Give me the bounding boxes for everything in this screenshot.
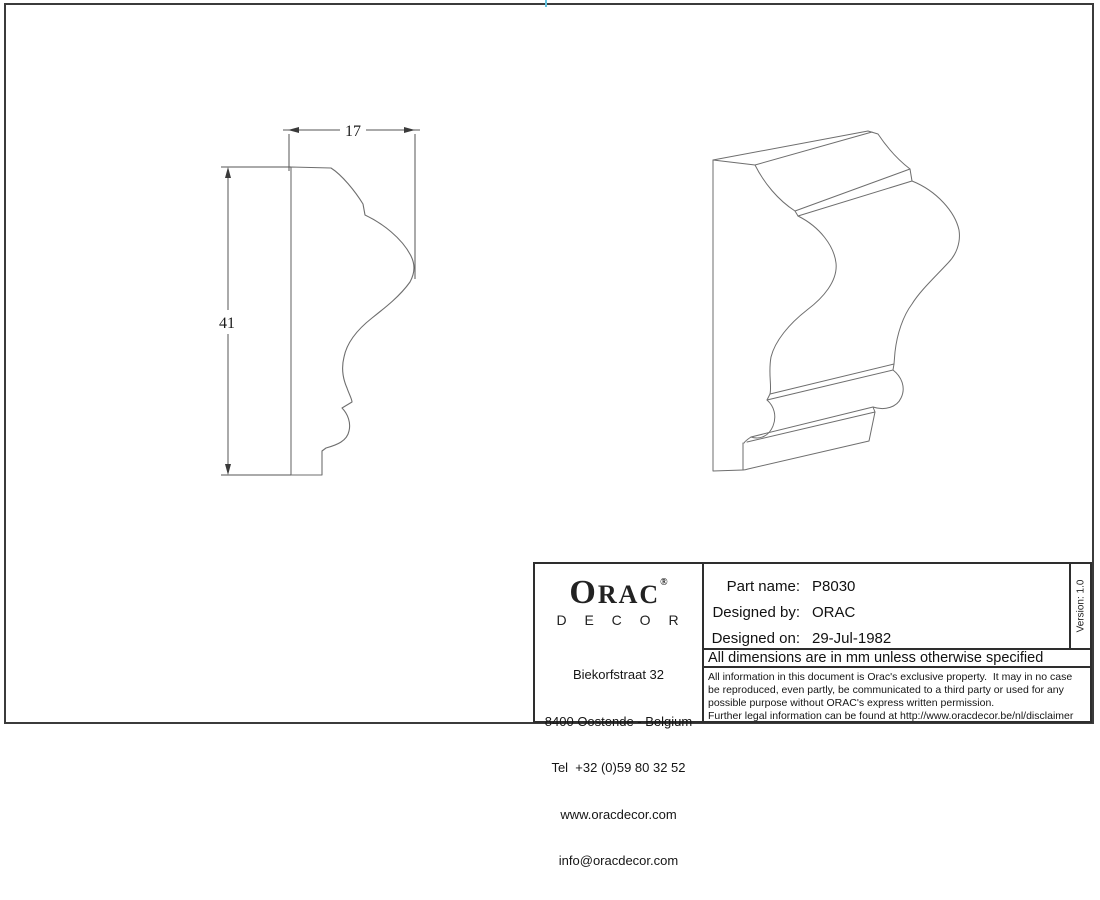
company-address	[545, 636, 692, 900]
part-name-label: Part name:	[726, 577, 800, 595]
part-info-fields	[704, 564, 1069, 648]
orac-decor-logo	[551, 576, 685, 627]
title-block	[533, 562, 1092, 868]
title-block-right	[704, 564, 1090, 721]
near-step-edge	[795, 211, 798, 216]
height-dimension	[219, 167, 291, 475]
logo-decor-text: D E C O R	[556, 612, 686, 628]
address-line: 8400 Oostende - Belgium	[544, 713, 693, 729]
arrowhead-down	[225, 464, 231, 475]
fillet-band-top-edge	[770, 364, 894, 394]
disclaimer-line: be reproduced, even partly, be communicated to a third party or used for any	[708, 684, 1064, 696]
logo-letters-rac: RAC	[597, 580, 661, 609]
logo-letter-o: O	[569, 574, 598, 611]
address-line: Tel +32 (0)59 80 32 52	[551, 760, 686, 775]
company-email: info@oracdecor.com	[558, 853, 679, 868]
arrowhead-up	[225, 167, 231, 178]
part-info-row	[704, 564, 1090, 648]
disclaimer-line: possible purpose without ORAC's express written permission.	[708, 697, 995, 709]
company-website: www.oracdecor.com	[560, 806, 677, 822]
version-label: Version: 1.0	[1075, 579, 1086, 633]
near-top-end-edge	[713, 160, 755, 165]
address-line: Biekorfstraat 32	[572, 667, 665, 682]
isometric-3d-view	[713, 131, 959, 471]
width-dimension	[283, 123, 420, 279]
silhouette-outline	[713, 131, 959, 471]
bead-tangent-edge	[751, 407, 873, 437]
profile-2d-view	[291, 167, 414, 475]
designed-by-label: Designed by:	[712, 603, 800, 621]
step-band-top-edge	[795, 169, 910, 211]
registered-trademark-icon: ®	[660, 577, 668, 588]
designed-on-label: Designed on:	[711, 629, 800, 647]
arrowhead-right	[404, 127, 415, 133]
dimensions-note: All dimensions are in mm unless otherwise specified	[708, 650, 1044, 666]
designed-on-value: 29-Jul-1982	[812, 629, 892, 647]
designed-by-field	[704, 599, 1069, 625]
designed-by-value: ORAC	[812, 603, 856, 621]
height-dim-value: 41	[219, 315, 235, 332]
disclaimer-line: All information in this document is Orac's exclusive property. It may in no case	[708, 671, 1073, 683]
disclaimer-line: Further legal information can be found at http://www.oracdecor.be/nl/disclaimer	[708, 710, 1074, 722]
part-name-value: P8030	[812, 577, 856, 595]
width-dim-value: 17	[345, 123, 361, 140]
near-cavetto-curve	[755, 165, 795, 211]
cove-step-edge	[747, 412, 875, 442]
logo-wordmark	[551, 576, 685, 610]
fillet-band-bottom-edge	[767, 370, 893, 400]
part-name-field	[704, 573, 1069, 599]
arrowhead-left	[288, 127, 299, 133]
logo-cell	[535, 564, 704, 868]
legal-disclaimer-row	[704, 666, 1090, 723]
profile-outline	[291, 167, 414, 475]
version-cell	[1069, 564, 1090, 648]
dimensions-note-row	[704, 648, 1090, 666]
near-bulge-s-curve	[770, 216, 836, 394]
step-band-bottom-edge	[798, 181, 912, 216]
